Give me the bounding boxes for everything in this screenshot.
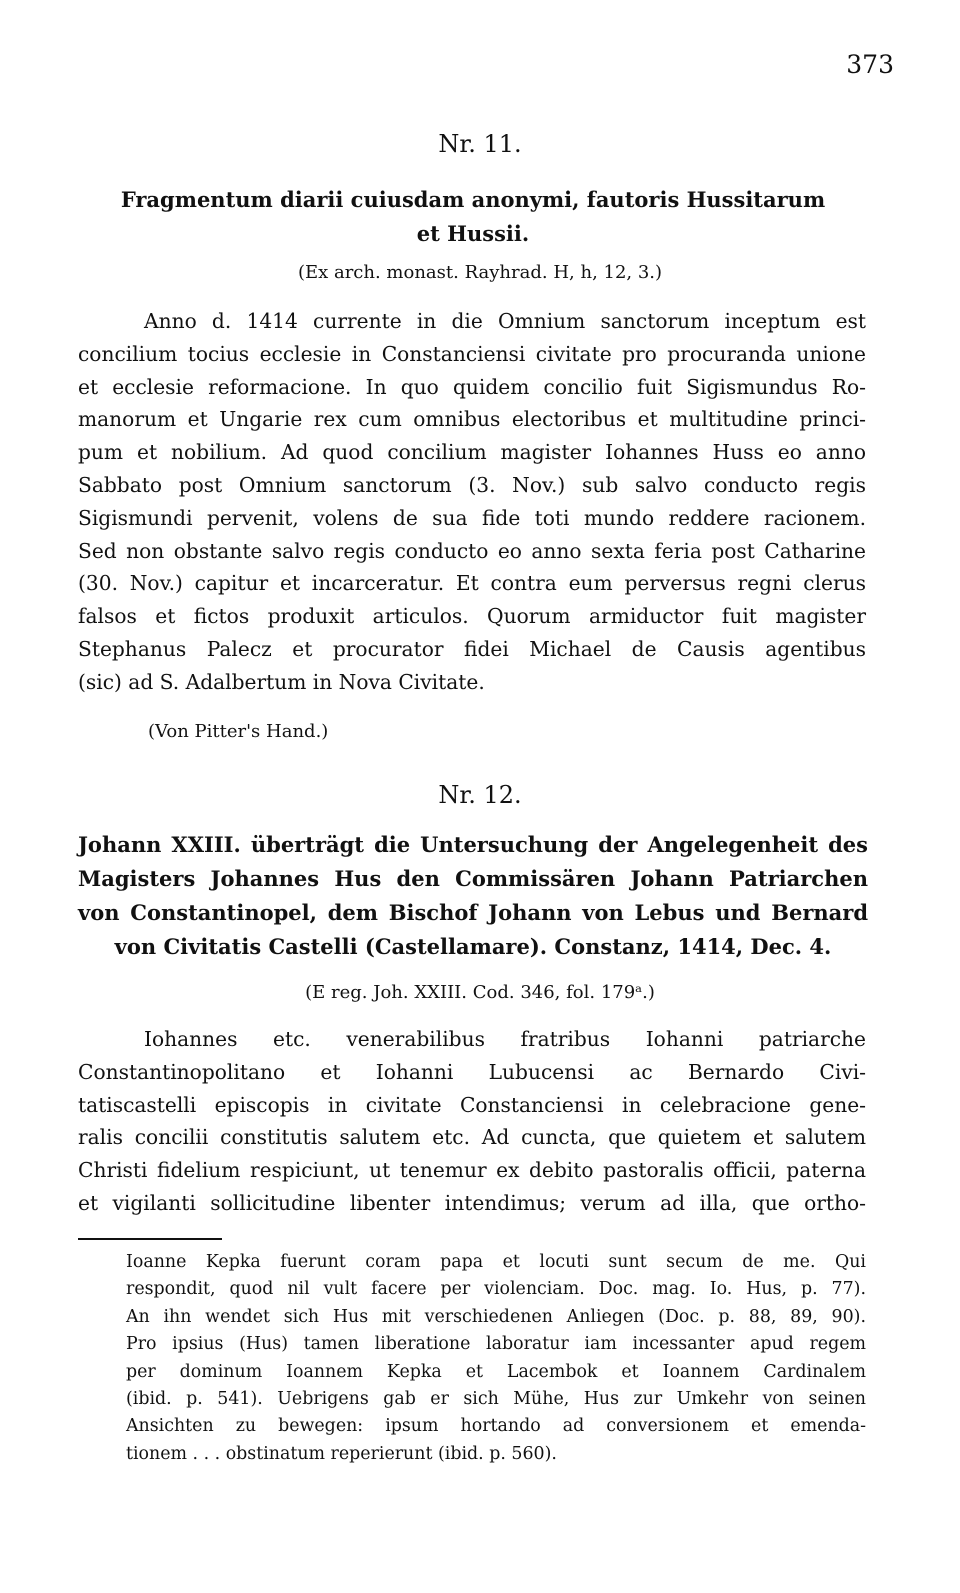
- document-12-title: [78, 828, 868, 964]
- footnote-line-5: per dominum Ioannem Kepka et Lacembok et Ioannem Cardinalem: [126, 1361, 866, 1382]
- page-number: 373: [846, 50, 894, 79]
- document-12-line-3: tatiscastelli episcopis in civitate Constanciensi in celebracione gene-: [78, 1092, 866, 1117]
- document-11-title-line-1: Fragmentum diarii cuiusdam anonymi, fautoris Hussitarum: [120, 187, 826, 212]
- document-11-line-5: pum et nobilium. Ad quod concilium magister Iohannes Huss eo anno: [78, 440, 866, 465]
- document-11-title: [78, 183, 868, 251]
- document-11-line-1: Anno d. 1414 currente in die Omnium sanctorum inceptum est: [144, 309, 866, 333]
- document-12-line-2: Constantinopolitano et Iohanni Lubucensi ac Bernardo Civi-: [78, 1059, 866, 1084]
- document-11-line-2: concilium tocius ecclesie in Constanciensi civitate pro procuranda unione: [78, 341, 866, 366]
- document-11-line-9: (30. Nov.) capitur et incarceratur. Et contra eum perversus regni clerus: [78, 571, 866, 596]
- document-11-source: (Ex arch. monast. Rayhrad. H, h, 12, 3.): [297, 262, 663, 283]
- footnote-line-4: Pro ipsius (Hus) tamen liberatione laboratur iam incessanter apud regem: [126, 1334, 866, 1355]
- document-11-hand-note: (Von Pitter's Hand.): [148, 721, 329, 742]
- document-12-text: [78, 1023, 866, 1220]
- document-11-line-7: Sigismundi pervenit, volens de sua fide toti mundo reddere racionem.: [78, 505, 866, 530]
- document-number-12: Nr. 12.: [438, 781, 522, 809]
- document-11-line-8: Sed non obstante salvo regis conducto eo anno sexta feria post Catharine: [78, 538, 866, 563]
- document-12-title-line-1: Johann XXIII. überträgt die Untersuchung der Angelegenheit des: [78, 832, 868, 857]
- footnote-separator: [78, 1238, 222, 1240]
- document-12-title-line-2: Magisters Johannes Hus den Commissären Johann Patriarchen: [78, 866, 868, 891]
- document-12-line-4: ralis concilii constitutis salutem etc. Ad cuncta, que quietem et salutem: [78, 1125, 866, 1150]
- footnote-line-3: An ihn wendet sich Hus mit verschiedenen Anliegen (Doc. p. 88, 89, 90).: [126, 1306, 866, 1327]
- document-number-11: Nr. 11.: [438, 130, 522, 158]
- document-12-line-6: et vigilanti sollicitudine libenter intendimus; verum ad illa, que ortho-: [78, 1190, 866, 1215]
- document-11-text: [78, 305, 866, 699]
- document-12-line-5: Christi fidelium respiciunt, ut tenemur ex debito pastoralis officii, paterna: [78, 1158, 866, 1183]
- document-12-source: (E reg. Joh. XXIII. Cod. 346, fol. 179ᵃ.): [305, 982, 655, 1003]
- footnote-line-2: respondit, quod nil vult facere per violenciam. Doc. mag. Io. Hus, p. 77).: [126, 1279, 866, 1300]
- document-11-line-3: et ecclesie reformacione. In quo quidem concilio fuit Sigismundus Ro-: [78, 374, 866, 399]
- document-12-title-line-3: von Constantinopel, dem Bischof Johann von Lebus und Bernard: [78, 900, 868, 925]
- document-12-line-1: Iohannes etc. venerabilibus fratribus Iohanni patriarche: [144, 1027, 866, 1051]
- document-11-line-4: manorum et Ungarie rex cum omnibus electoribus et multitudine princi-: [78, 407, 866, 432]
- footnote-line-1: Ioanne Kepka fuerunt coram papa et locuti sunt secum de me. Qui: [126, 1252, 866, 1272]
- footnote-line-7: Ansichten zu bewegen: ipsum hortando ad conversionem et emenda-: [126, 1416, 866, 1437]
- document-11-line-11: Stephanus Palecz et procurator fidei Michael de Causis agentibus: [78, 636, 866, 661]
- document-11-line-12: (sic) ad S. Adalbertum in Nova Civitate.: [78, 669, 485, 694]
- document-11-line-6: Sabbato post Omnium sanctorum (3. Nov.) sub salvo conducto regis: [78, 472, 866, 497]
- document-12-title-line-4: von Civitatis Castelli (Castellamare). Constanz, 1414, Dec. 4.: [114, 934, 832, 959]
- footnote-line-6: (ibid. p. 541). Uebrigens gab er sich Mühe, Hus zur Umkehr von seinen: [126, 1389, 866, 1410]
- footnote: [126, 1249, 866, 1468]
- footnote-line-8: tionem . . . obstinatum reperierunt (ibid. p. 560).: [126, 1443, 557, 1464]
- document-11-title-line-2: et Hussii.: [416, 221, 530, 246]
- document-11-line-10: falsos et fictos produxit articulos. Quorum armiductor fuit magister: [78, 604, 866, 629]
